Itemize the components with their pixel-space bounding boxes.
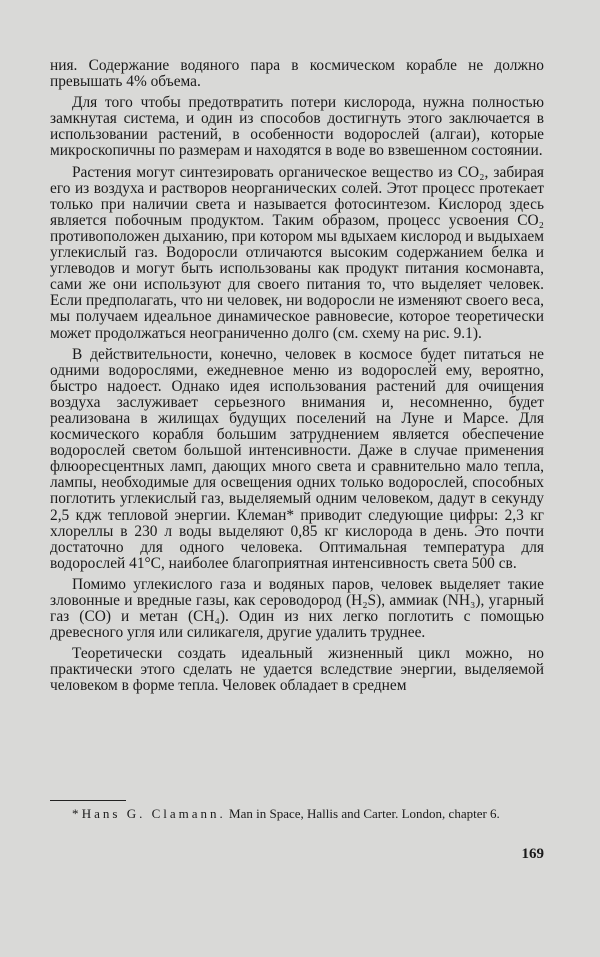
paragraph: Растения могут синтезировать органическое вещество из CO₂, забирая его из воздуха и растворов неорганических солей. Этот процесс протекает только при наличии света и называется фотосинтезом. Кислород здесь является побочным продуктом. Таким образом, процесс усвоения CO₂ противоположен дыханию, при котором мы вдыхаем кислород и выдыхаем углекислый газ. Водоросли отличаются высоким содержанием белка и углеводов и могут быть использованы как продукт питания космонавта, сами же они используют для своего питания то, что выделяет человек. Если предполагать, что ни человек, ни водоросли не изменяют своего веса, мы получаем идеальное динамическое равновесие, которое теоретически может продолжаться неограниченно долго (см. схему на рис. 9.1). [50,163,544,342]
footnote-author: Hans G. Clamann. [81,806,226,821]
paragraph: Помимо углекислого газа и водяных паров, человек выделяет такие зловонные и вредные газы, как сероводород (H₂S), аммиак (NH₃), угарный газ (CO) и метан (CH₄). Один из них легко поглотить с помощью древесного угля или силикагеля, другие удалить труднее. [50,575,544,642]
footnote [50,806,544,821]
footnote-marker: * [72,806,82,821]
paragraph: В действительности, конечно, человек в космосе будет питаться не одними водорослями, ежедневное меню из водорослей ему, вероятно, быстро надоест. Однако идея использования растений для очищения воздуха заслуживает серьезного внимания и, несомненно, будет реализована в жилищах будущих поселений на Луне и Марсе. Для космического корабля большим затруднением является обеспечение водорослей светом большой интенсивности. Даже в случае применения флюоресцентных ламп, дающих много света и сравнительно мало тепла, лампы, необходимые для освещения одних только водорослей, способных поглотить углекислый газ, выделяемый одним человеком, дадут в секунду 2,5 кдж тепловой энергии. Клеман* приводит следующие цифры: 2,3 кг хлореллы в 230 л воды выделяют 0,85 кг кислорода в день. Это почти достаточно для одного человека. Оптимальная температура для водорослей 41°C, наиболее благоприятная интенсивность света 500 св. [50,345,544,572]
paragraph: Теоретически создать идеальный жизненный цикл можно, но практически этого сделать не удается вследствие энергии, выделяемой человеком в форме тепла. Человек обладает в среднем [50,645,544,695]
footnote-source: Man in Space, Hallis and Carter. London, chapter 6. [225,806,500,821]
page-number: 169 [521,846,544,862]
footnote-line [50,806,544,821]
paragraph: ния. Содержание водяного пара в космическом корабле не должно превышать 4% объема. [50,57,544,91]
body-text [50,58,544,700]
paragraph: Для того чтобы предотвратить потери кислорода, нужна полностью замкнутая система, и один из способов достигнуть этого заключается в использовании растений, в особенности водорослей (алгаи), которые микроскопичны по размерам и находятся в воде во взвешенном состоянии. [50,94,544,160]
footnote-divider [50,800,126,801]
